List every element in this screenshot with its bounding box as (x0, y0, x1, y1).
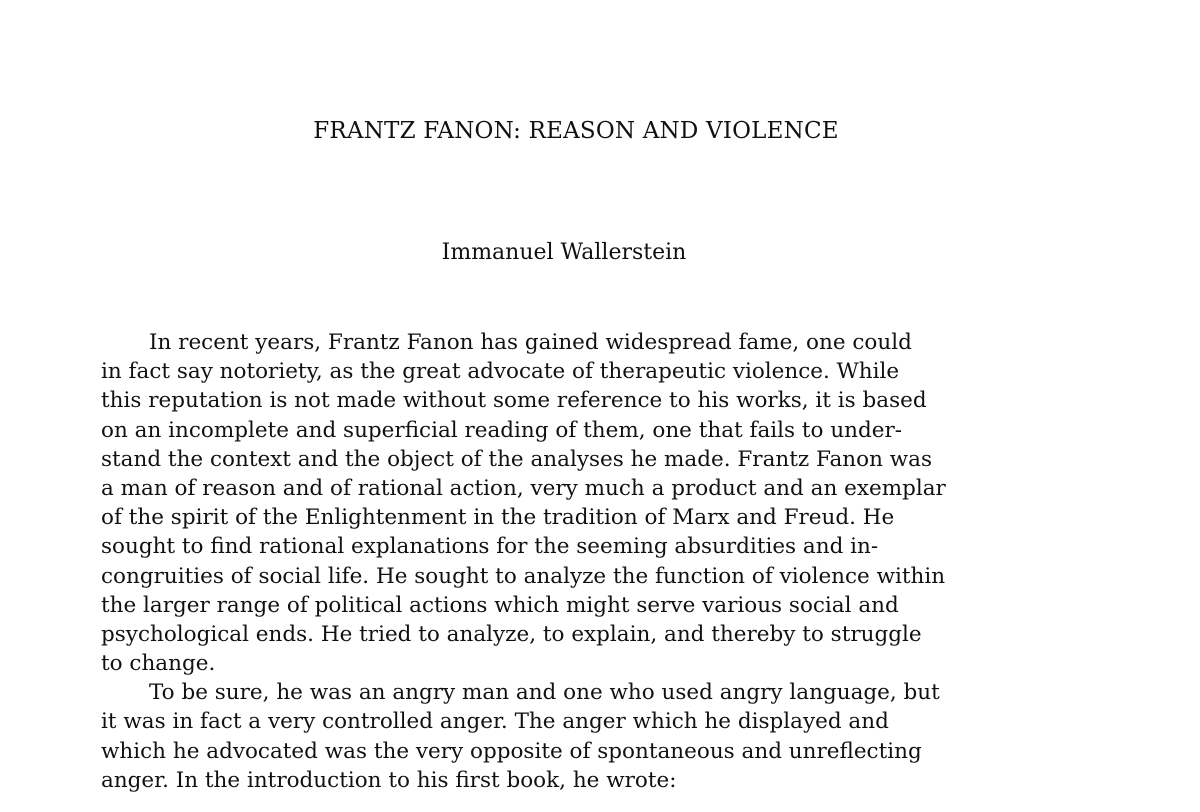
text-line: in fact say notoriety, as the great advocate of therapeutic violence. While (101, 359, 900, 385)
text-line: In recent years, Frantz Fanon has gained widespread fame, one could (149, 330, 912, 355)
text-line: of the spirit of the Enlightenment in the tradition of Marx and Freud. He (101, 505, 895, 531)
body-text (101, 328, 1131, 795)
text-line: psychological ends. He tried to analyze, to explain, and thereby to struggle (101, 621, 922, 647)
text-line: the larger range of political actions which might serve various social and (101, 592, 899, 618)
text-line: a man of reason and of rational action, very much a product and an exemplar (101, 475, 946, 501)
text-line: stand the context and the object of the analyses he made. Frantz Fanon was (101, 446, 933, 472)
paragraph-2 (101, 678, 1131, 795)
text-line: this reputation is not made without some reference to his works, it is based (101, 388, 927, 414)
text-line: on an incomplete and superficial reading of them, one that fails to under- (101, 417, 903, 443)
paragraph-1 (101, 328, 1131, 678)
author-name: Immanuel Wallerstein (441, 240, 687, 265)
text-line: to change. (101, 651, 216, 677)
text-line: congruities of social life. He sought to analyze the function of violence within (101, 563, 946, 589)
text-line: sought to find rational explanations for the seeming absurdities and in- (101, 534, 879, 560)
paper-title: FRANTZ FANON: REASON AND VIOLENCE (313, 118, 839, 144)
text-line: To be sure, he was an angry man and one who used angry language, but (149, 680, 940, 706)
text-line: it was in fact a very controlled anger. The anger which he displayed and (101, 709, 889, 735)
text-line: which he advocated was the very opposite of spontaneous and unreflecting (101, 738, 922, 764)
text-line: anger. In the introduction to his first book, he wrote: (101, 767, 677, 793)
